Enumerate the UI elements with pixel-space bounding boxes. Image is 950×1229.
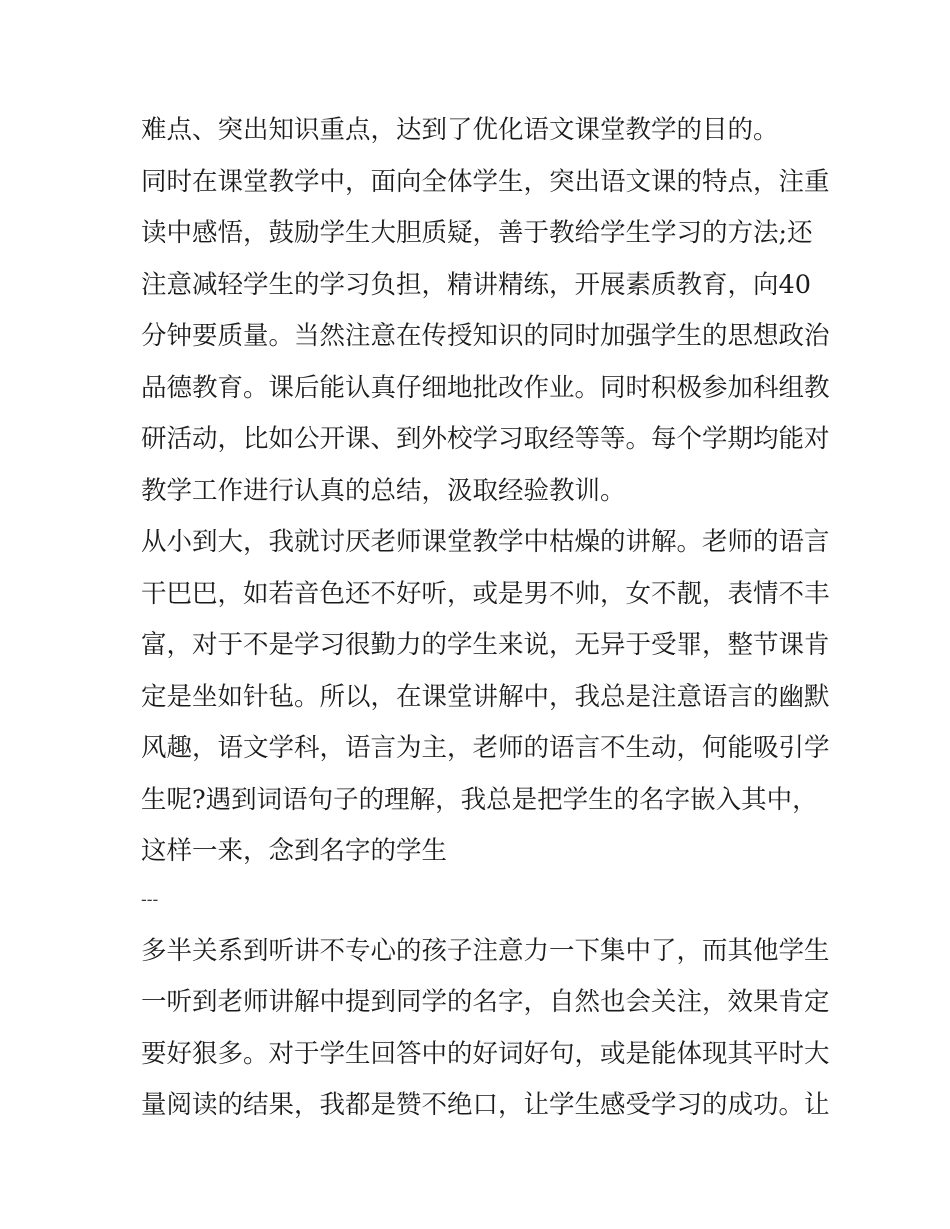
page-separator: --- [141,889,159,910]
text-line: 教学工作进行认真的总结，汲取经验教训。 [141,475,626,506]
text-line: 量阅读的结果，我都是赞不绝口，让学生感受学习的成功。让 [141,1090,830,1120]
text-line: 风趣，语文学科，语言为主，老师的语言不生动，何能吸引学 [141,733,830,763]
text-line: 生呢?遇到词语句子的理解，我总是把学生的名字嵌入其中， [141,784,818,815]
text-line: 品德教育。课后能认真仔细地批改作业。同时积极参加科组教 [141,372,830,403]
text-line: 注意减轻学生的学习负担，精讲精练，开展素质教育，向40 [141,269,811,300]
text-line: 从小到大，我就讨厌老师课堂教学中枯燥的讲解。老师的语言 [141,527,830,557]
body-text [141,105,830,1132]
text-line: 富，对于不是学习很勤力的学生来说，无异于受罪，整节课肯 [141,630,830,660]
text-line: 干巴巴，如若音色还不好听，或是男不帅，女不靓，表情不丰 [141,578,830,609]
text-line: 读中感悟，鼓励学生大胆质疑，善于教给学生学习的方法;还 [141,218,813,248]
text-line: 这样一来，念到名字的学生 [141,836,448,866]
text-line: 同时在课堂教学中，面向全体学生，突出语文课的特点，注重 [141,166,830,197]
text-line: 多半关系到听讲不专心的孩子注意力一下集中了，而其他学生 [141,935,830,966]
text-line: 分钟要质量。当然注意在传授知识的同时加强学生的思想政治 [141,321,830,351]
text-line: 一听到老师讲解中提到同学的名字，自然也会关注，效果肯定 [141,987,830,1017]
text-line: 要好狠多。对于学生回答中的好词好句，或是能体现其平时大 [141,1038,830,1069]
text-line: 研活动，比如公开课、到外校学习取经等等。每个学期均能对 [141,424,830,454]
text-line: 难点、突出知识重点，达到了优化语文课堂教学的目的。 [141,115,779,145]
text-line: 定是坐如针毡。所以，在课堂讲解中，我总是注意语言的幽默 [141,681,830,712]
